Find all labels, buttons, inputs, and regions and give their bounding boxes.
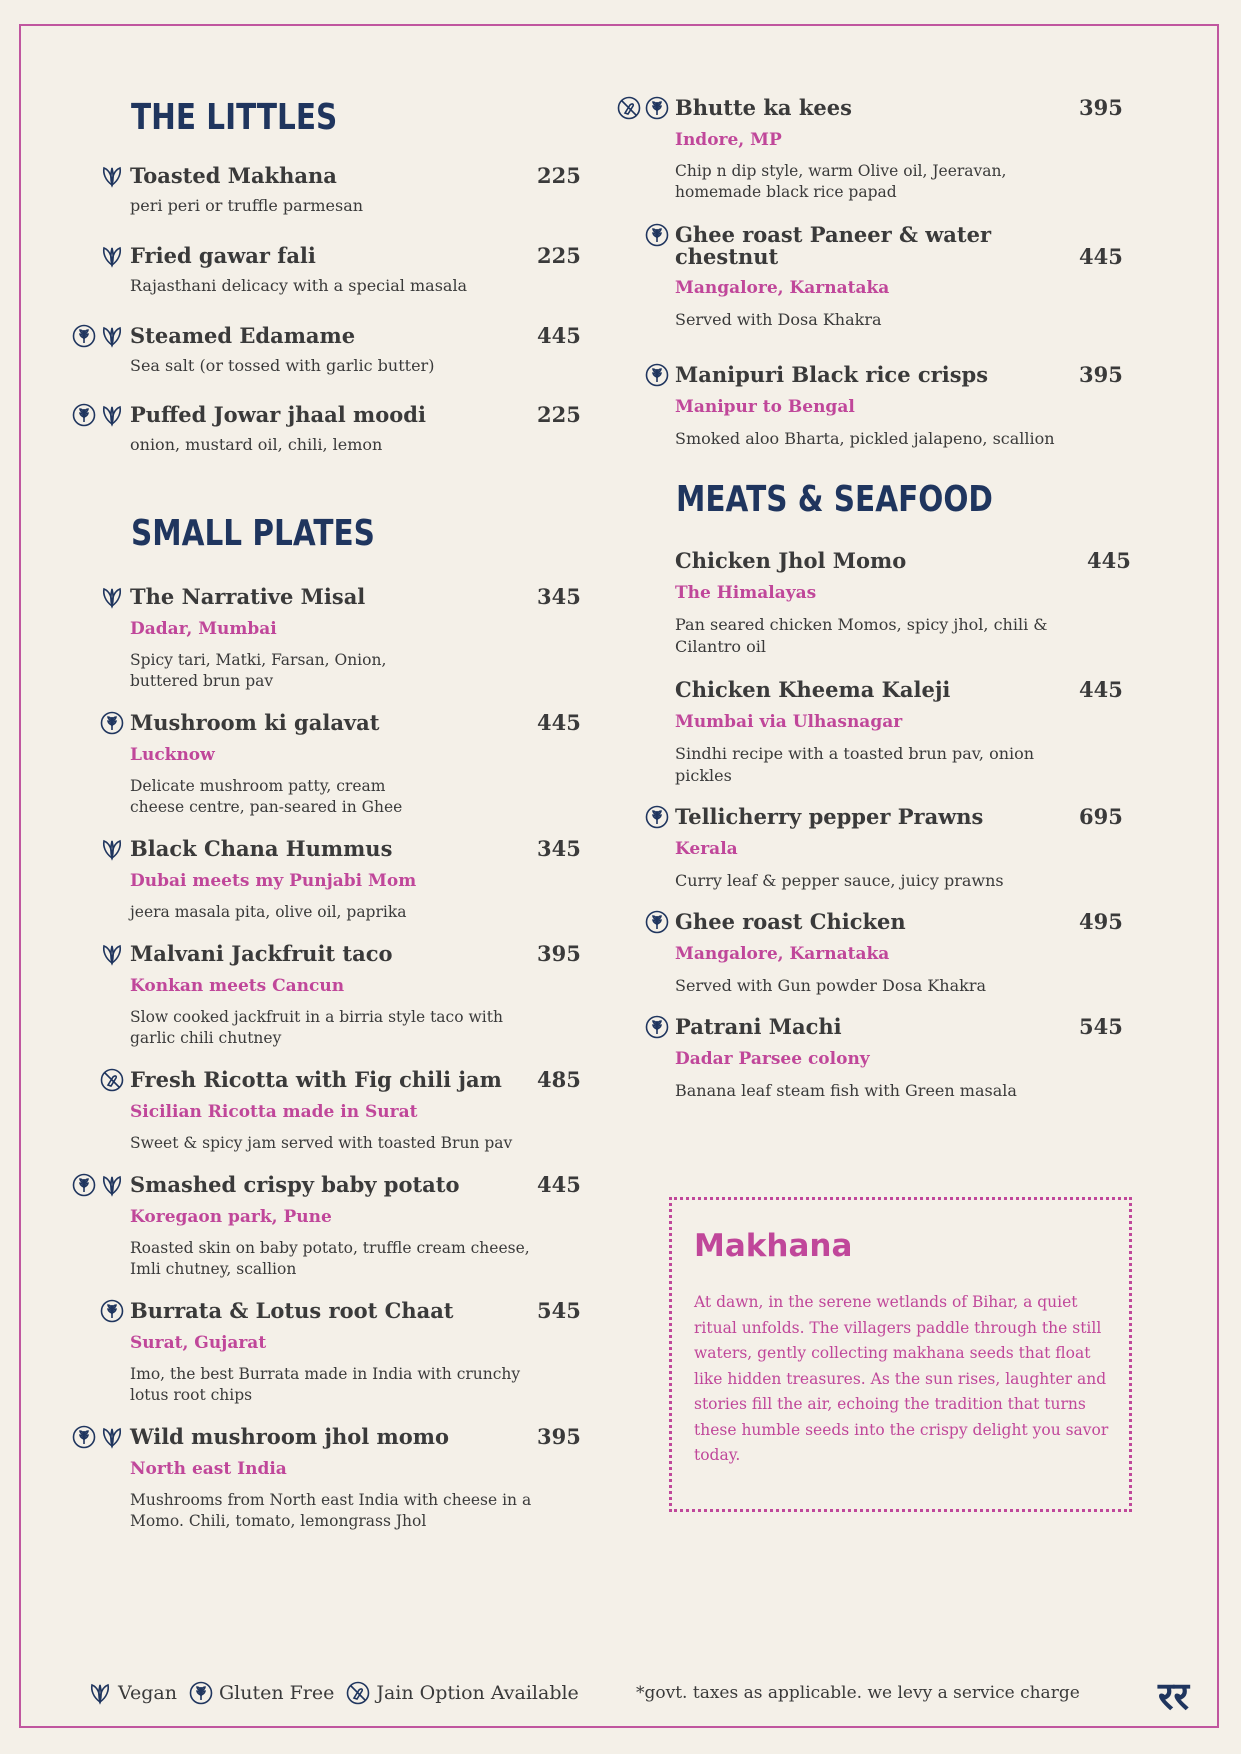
item-name: Malvani Jackfruit taco [130, 941, 393, 966]
item-name: The Narrative Misal [130, 584, 366, 609]
item-price: 695 [1079, 804, 1123, 829]
item-description: Rajasthani delicacy with a special masala [130, 276, 468, 295]
item-name: Manipuri Black rice crisps [675, 362, 989, 387]
item-name: Wild mushroom jhol momo [130, 1424, 449, 1449]
vegan-icon [100, 837, 124, 861]
gluten-free-icon [72, 324, 96, 348]
item-name: Ghee roast Paneer & water chestnut [675, 222, 992, 269]
jain-icon [617, 96, 641, 120]
diet-icons [617, 96, 669, 120]
gluten-free-icon [645, 363, 669, 387]
brand-logo: रर [1158, 1674, 1190, 1718]
diet-icons [100, 585, 124, 609]
item-price: 395 [1079, 362, 1123, 387]
vegan-icon [100, 324, 124, 348]
item-origin: Kerala [675, 839, 738, 859]
item-price: 345 [537, 836, 581, 861]
item-price: 445 [537, 1172, 581, 1197]
item-name: Tellicherry pepper Prawns [675, 804, 984, 829]
diet-icons [72, 403, 124, 427]
section-title-small-plates: SMALL PLATES [131, 513, 375, 554]
item-price: 445 [1079, 677, 1123, 702]
item-origin: Mangalore, Karnataka [675, 278, 890, 298]
item-price: 495 [1079, 909, 1123, 934]
jain-icon [100, 1068, 124, 1092]
item-name: Bhutte ka kees [675, 95, 852, 120]
diet-icons [100, 244, 124, 268]
diet-icons [100, 942, 124, 966]
diet-icons [100, 164, 124, 188]
item-price: 445 [537, 323, 581, 348]
diet-icons [100, 1299, 124, 1323]
tax-note: *govt. taxes as applicable. we levy a service charge [636, 1683, 1080, 1703]
item-description: Roasted skin on baby potato, truffle cream cheese, Imli chutney, scallion [130, 1239, 530, 1278]
item-description: Sindhi recipe with a toasted brun pav, onion pickles [675, 744, 1035, 785]
vegan-icon [100, 942, 124, 966]
item-description: peri peri or truffle parmesan [130, 196, 364, 215]
item-price: 445 [1087, 548, 1131, 573]
item-origin: Manipur to Bengal [675, 397, 855, 417]
item-name: Fresh Ricotta with Fig chili jam [130, 1067, 502, 1092]
item-description: Served with Dosa Khakra [675, 310, 882, 329]
vegan-icon [100, 1425, 124, 1449]
gluten-free-icon [100, 1299, 124, 1323]
item-price: 225 [537, 402, 581, 427]
item-price: 225 [537, 163, 581, 188]
diet-icons [72, 324, 124, 348]
gluten-free-icon [645, 96, 669, 120]
vegan-icon [100, 244, 124, 268]
item-price: 395 [537, 941, 581, 966]
item-name: Burrata & Lotus root Chaat [130, 1298, 454, 1323]
gluten-free-icon [645, 223, 669, 247]
item-origin: Dadar Parsee colony [675, 1049, 870, 1069]
gluten-free-icon [72, 403, 96, 427]
section-title-meats: MEATS & SEAFOOD [676, 479, 993, 520]
item-origin: Indore, MP [675, 130, 782, 150]
item-description: Imo, the best Burrata made in India with crunchy lotus root chips [130, 1365, 521, 1404]
vegan-icon [100, 403, 124, 427]
item-origin: Sicilian Ricotta made in Surat [130, 1102, 418, 1122]
item-origin: Konkan meets Cancun [130, 976, 345, 996]
diet-icons [645, 1015, 669, 1039]
item-description: Pan seared chicken Momos, spicy jhol, chili & Cilantro oil [675, 615, 1048, 656]
diet-icons [72, 1173, 124, 1197]
vegan-icon [88, 1681, 112, 1705]
item-price: 395 [1079, 95, 1123, 120]
diet-icons [100, 711, 124, 735]
item-price: 485 [537, 1067, 581, 1092]
gluten-free-icon [189, 1681, 213, 1705]
item-name: Steamed Edamame [130, 323, 356, 348]
item-name: Patrani Machi [675, 1014, 842, 1039]
item-origin: Mumbai via Ulhasnagar [675, 712, 903, 732]
item-price: 445 [537, 710, 581, 735]
legend-jain-label: Jain Option Available [376, 1682, 579, 1704]
item-price: 545 [1079, 1014, 1123, 1039]
item-name: Chicken Jhol Momo [675, 548, 907, 573]
item-price: 445 [1079, 244, 1123, 269]
legend [88, 1681, 591, 1705]
gluten-free-icon [72, 1173, 96, 1197]
item-description: Sea salt (or tossed with garlic butter) [130, 356, 435, 375]
item-name: Smashed crispy baby potato [130, 1172, 460, 1197]
jain-icon [346, 1681, 370, 1705]
item-origin: Surat, Gujarat [130, 1333, 267, 1353]
item-price: 225 [537, 243, 581, 268]
vegan-icon [100, 1173, 124, 1197]
item-description: onion, mustard oil, chili, lemon [130, 435, 383, 454]
item-description: Smoked aloo Bharta, pickled jalapeno, scallion [675, 429, 1055, 448]
item-description: Spicy tari, Matki, Farsan, Onion, buttered brun pav [130, 651, 387, 690]
item-description: Served with Gun powder Dosa Khakra [675, 976, 987, 995]
item-description: jeera masala pita, olive oil, paprika [130, 903, 407, 921]
makhana-story-box [669, 1197, 1132, 1512]
item-name: Fried gawar fali [130, 243, 316, 268]
diet-icons [645, 910, 669, 934]
item-origin: Koregaon park, Pune [130, 1207, 332, 1227]
section-title-littles: THE LITTLES [131, 97, 338, 138]
item-description: Chip n dip style, warm Olive oil, Jeeravan, homemade black rice papad [675, 162, 1007, 201]
item-price: 545 [537, 1298, 581, 1323]
diet-icons [645, 223, 669, 247]
gluten-free-icon [72, 1425, 96, 1449]
item-description: Mushrooms from North east India with cheese in a Momo. Chili, tomato, lemongrass Jhol [130, 1491, 532, 1530]
item-description: Banana leaf steam fish with Green masala [675, 1081, 1017, 1100]
vegan-icon [100, 164, 124, 188]
item-origin: North east India [130, 1459, 287, 1479]
item-name: Black Chana Hummus [130, 836, 393, 861]
diet-icons [100, 1068, 124, 1092]
item-name: Toasted Makhana [130, 163, 337, 188]
story-text: At dawn, in the serene wetlands of Bihar, a quiet ritual unfolds. The villagers paddle through the still waters, gently collecting makhana seeds that float like hidden treasures. As the sun rises, laughter and stories fill the air, echoing the tradition that turns these humble seeds into the crispy delight you savor today. [694, 1293, 1109, 1464]
diet-icons [645, 363, 669, 387]
story-title: Makhana [694, 1228, 853, 1264]
gluten-free-icon [645, 805, 669, 829]
item-description: Curry leaf & pepper sauce, juicy prawns [675, 871, 1004, 890]
item-origin: The Himalayas [675, 583, 817, 603]
item-price: 395 [537, 1424, 581, 1449]
item-name: Puffed Jowar jhaal moodi [130, 402, 426, 427]
item-origin: Dubai meets my Punjabi Mom [130, 871, 417, 891]
item-origin: Dadar, Mumbai [130, 619, 277, 639]
diet-icons [645, 805, 669, 829]
item-description: Slow cooked jackfruit in a birria style taco with garlic chili chutney [130, 1008, 503, 1047]
legend-vegan-label: Vegan [118, 1682, 177, 1704]
item-description: Delicate mushroom patty, cream cheese centre, pan-seared in Ghee [130, 777, 403, 816]
gluten-free-icon [645, 910, 669, 934]
item-name: Chicken Kheema Kaleji [675, 677, 951, 702]
item-origin: Mangalore, Karnataka [675, 944, 890, 964]
vegan-icon [100, 585, 124, 609]
item-description: Sweet & spicy jam served with toasted Brun pav [130, 1134, 513, 1152]
legend-gluten-free-label: Gluten Free [218, 1682, 335, 1704]
diet-icons [72, 1425, 124, 1449]
item-name: Ghee roast Chicken [675, 909, 906, 934]
item-name: Mushroom ki galavat [130, 710, 380, 735]
item-price: 345 [537, 584, 581, 609]
item-origin: Lucknow [130, 745, 215, 765]
gluten-free-icon [645, 1015, 669, 1039]
gluten-free-icon [100, 711, 124, 735]
diet-icons [100, 837, 124, 861]
